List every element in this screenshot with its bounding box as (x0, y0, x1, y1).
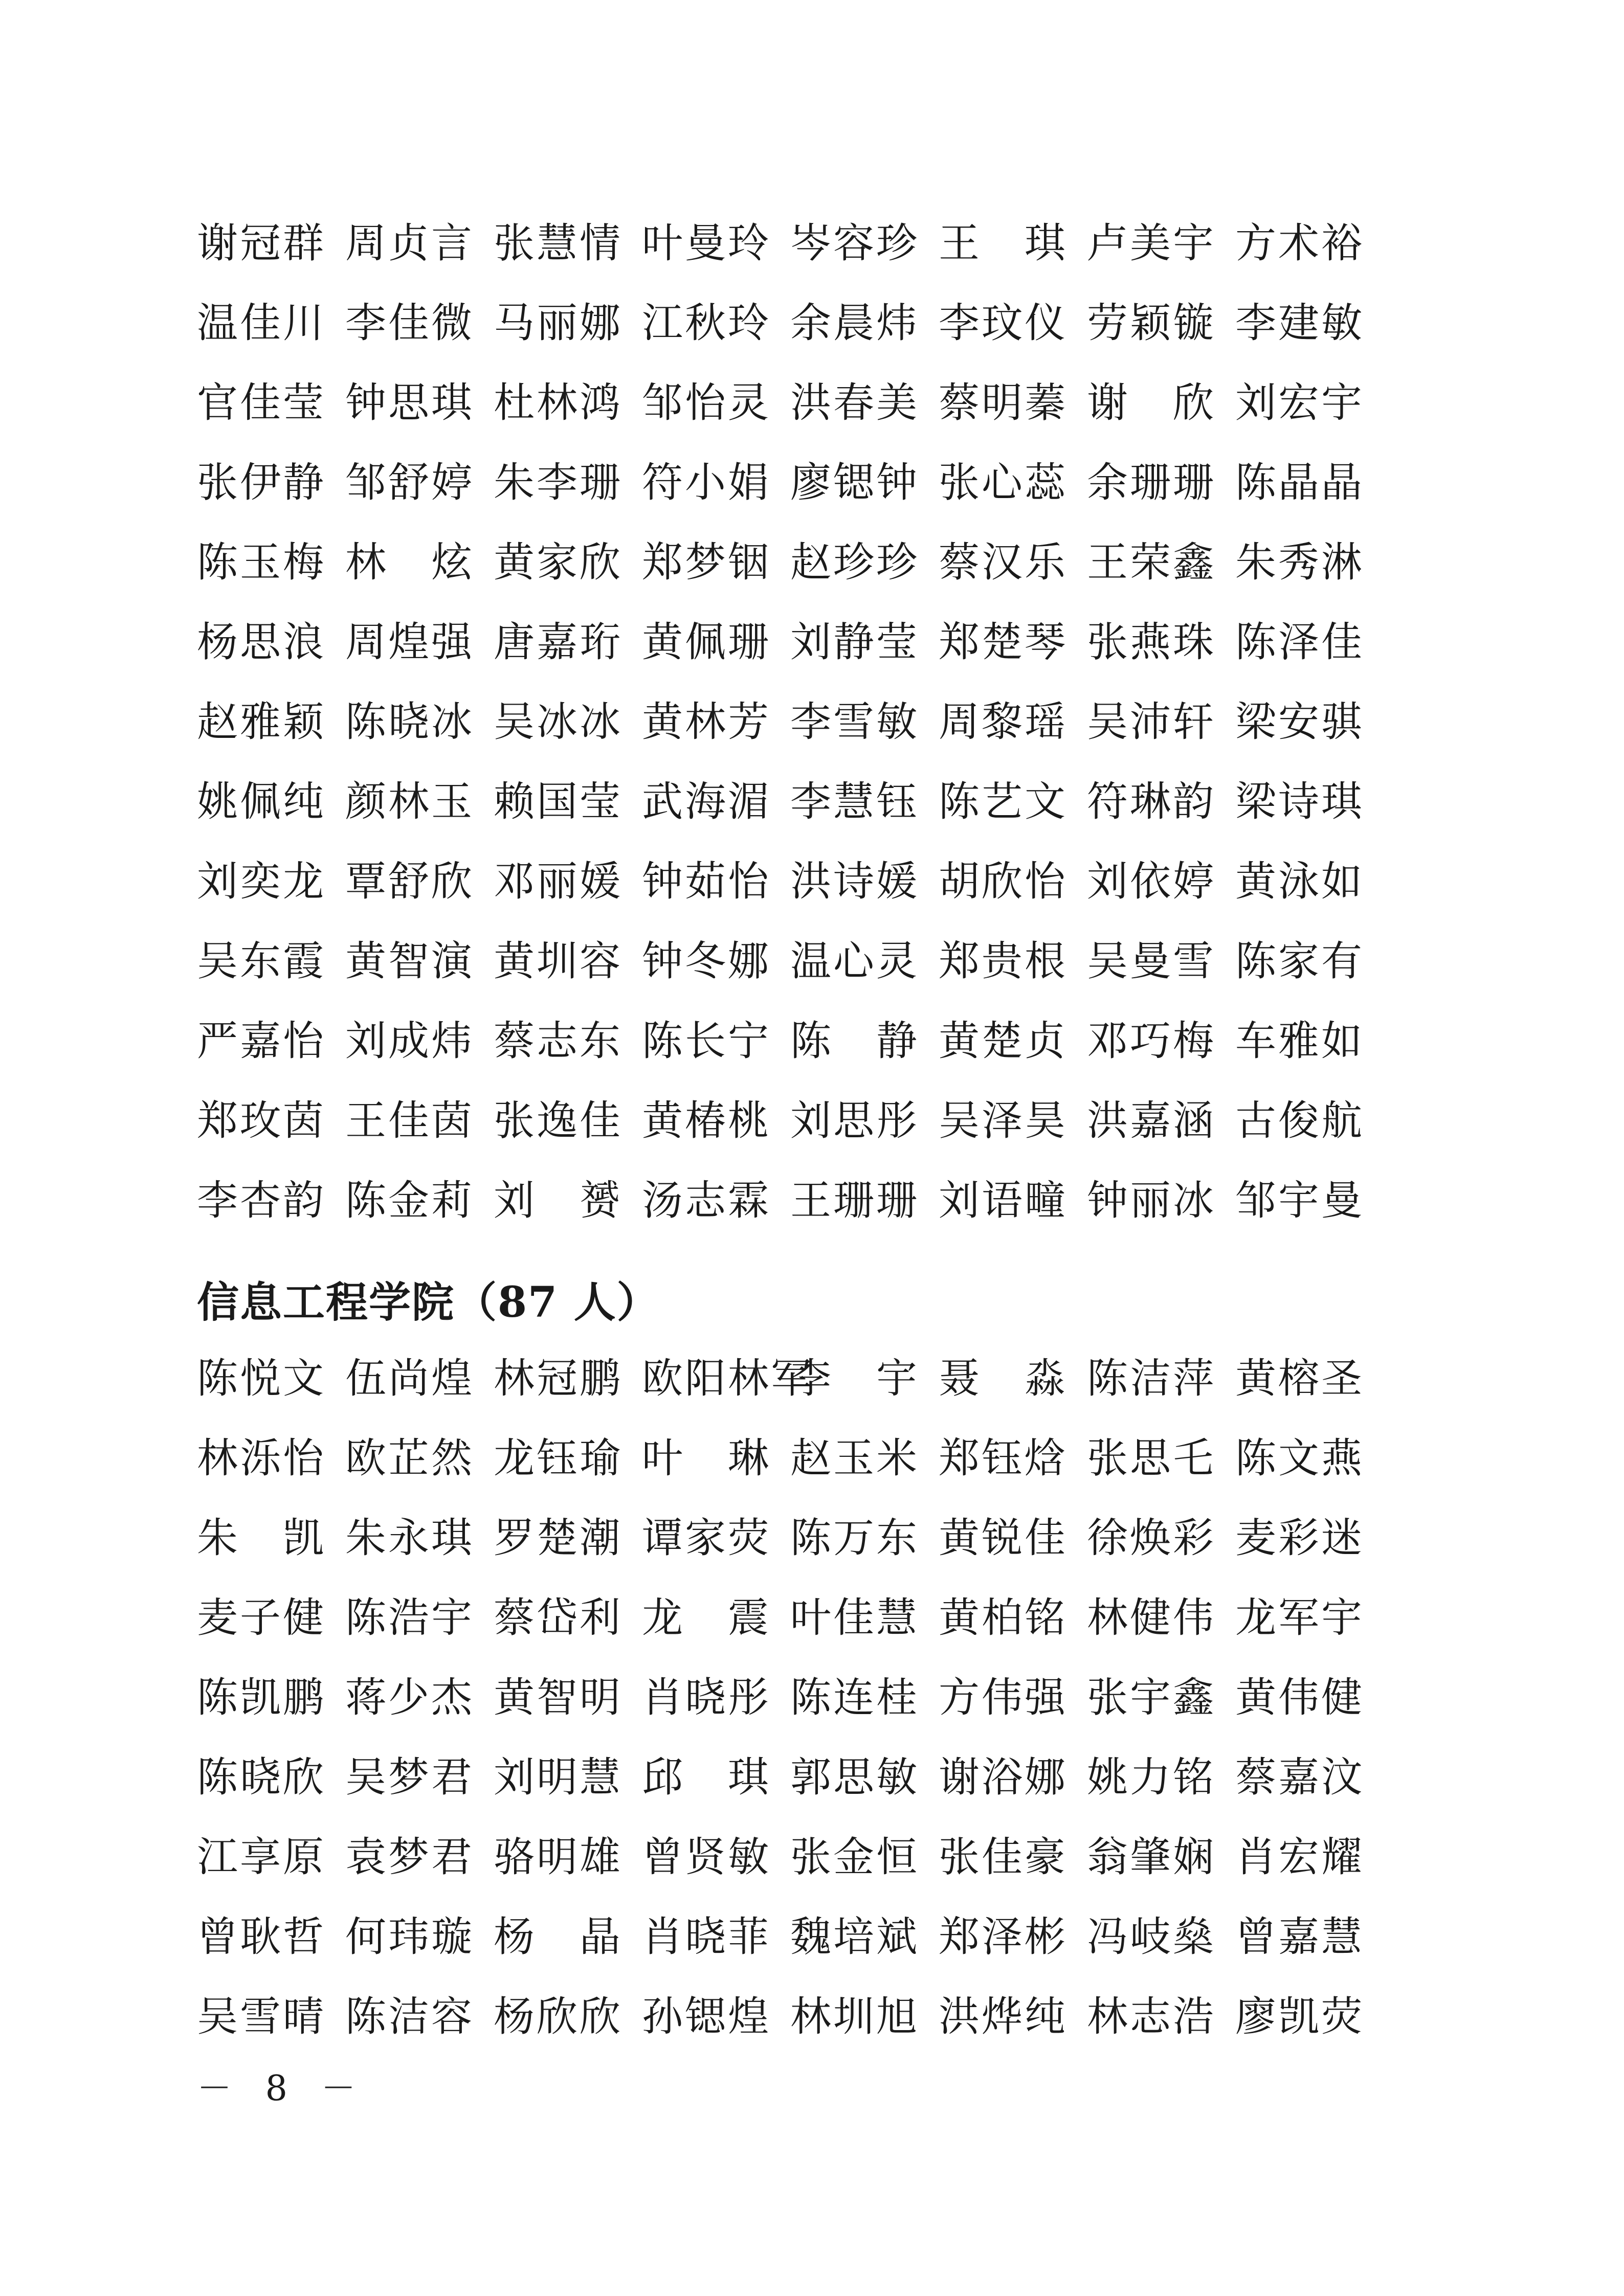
person-name: 骆明雄 (494, 1833, 622, 1881)
section-heading-information-engineering: 信息工程学院（87 人） (197, 1277, 660, 1327)
person-name: 魏培斌 (790, 1913, 919, 1961)
name-row (197, 1897, 1476, 1977)
person-name: 刘依婷 (1087, 858, 1216, 905)
person-name: 谭家荧 (642, 1514, 771, 1562)
person-name: 谢 欣 (1087, 379, 1216, 426)
person-name: 黄家欣 (494, 538, 622, 586)
person-name: 刘奕龙 (197, 858, 326, 905)
person-name: 郑楚琴 (939, 618, 1067, 666)
person-name: 林冠鹏 (494, 1355, 622, 1402)
person-name: 何玮璇 (345, 1913, 474, 1961)
person-name: 龙钰瑜 (494, 1434, 622, 1482)
person-name: 欧阳林军 (642, 1355, 814, 1402)
person-name: 肖晓菲 (642, 1913, 771, 1961)
person-name: 叶曼玲 (642, 219, 771, 267)
person-name: 谢浴娜 (939, 1753, 1067, 1801)
person-name: 张宇鑫 (1087, 1674, 1216, 1721)
person-name: 廖锶钟 (790, 459, 919, 506)
person-name: 李雪敏 (790, 698, 919, 746)
person-name: 黄椿桃 (642, 1097, 771, 1144)
person-name: 郑梦铟 (642, 538, 771, 586)
name-row (197, 283, 1476, 363)
person-name: 陈悦文 (197, 1355, 326, 1402)
name-list-continued (197, 204, 1476, 1241)
name-row (197, 1081, 1476, 1161)
person-name: 蔡岱利 (494, 1594, 622, 1641)
person-name: 邱 琪 (642, 1753, 771, 1801)
person-name: 武海湄 (642, 778, 771, 825)
person-name: 吴沛轩 (1087, 698, 1216, 746)
person-name: 吴曼雪 (1087, 937, 1216, 985)
person-name: 赖国莹 (494, 778, 622, 825)
name-row (197, 1161, 1476, 1241)
person-name: 陈凯鹏 (197, 1674, 326, 1721)
person-name: 李建敏 (1235, 299, 1364, 347)
person-name: 符小娟 (642, 459, 771, 506)
person-name: 姚佩纯 (197, 778, 326, 825)
person-name: 翁肇娴 (1087, 1833, 1216, 1881)
person-name: 李杏韵 (197, 1177, 326, 1224)
person-name: 张思乇 (1087, 1434, 1216, 1482)
person-name: 蔡志东 (494, 1017, 622, 1065)
name-row (197, 1658, 1476, 1738)
name-row (197, 204, 1476, 283)
name-row (197, 363, 1476, 443)
person-name: 龙军宇 (1235, 1594, 1364, 1641)
person-name: 洪嘉涵 (1087, 1097, 1216, 1144)
person-name: 蒋少杰 (345, 1674, 474, 1721)
person-name: 洪烨纯 (939, 1993, 1067, 2040)
person-name: 刘 赟 (494, 1177, 622, 1224)
person-name: 邹舒婷 (345, 459, 474, 506)
person-name: 麦子健 (197, 1594, 326, 1641)
person-name: 梁安骐 (1235, 698, 1364, 746)
person-name: 朱 凯 (197, 1514, 326, 1562)
person-name: 吴雪晴 (197, 1993, 326, 2040)
person-name: 卢美宇 (1087, 219, 1216, 267)
person-name: 杨欣欣 (494, 1993, 622, 2040)
person-name: 肖晓彤 (642, 1674, 771, 1721)
person-name: 朱李珊 (494, 459, 622, 506)
person-name: 陈晶晶 (1235, 459, 1364, 506)
person-name: 陈泽佳 (1235, 618, 1364, 666)
name-row (197, 1498, 1476, 1578)
person-name: 黄锐佳 (939, 1514, 1067, 1562)
person-name: 麦彩迷 (1235, 1514, 1364, 1562)
person-name: 陈 静 (790, 1017, 919, 1065)
person-name: 黄智演 (345, 937, 474, 985)
person-name: 余珊珊 (1087, 459, 1216, 506)
person-name: 陈长宁 (642, 1017, 771, 1065)
person-name: 郑钰焓 (939, 1434, 1067, 1482)
person-name: 官佳莹 (197, 379, 326, 426)
person-name: 颜林玉 (345, 778, 474, 825)
person-name: 袁梦君 (345, 1833, 474, 1881)
person-name: 林 炫 (345, 538, 474, 586)
person-name: 吴东霞 (197, 937, 326, 985)
person-name: 唐嘉珩 (494, 618, 622, 666)
person-name: 张燕珠 (1087, 618, 1216, 666)
person-name: 黄泳如 (1235, 858, 1364, 905)
name-row (197, 1339, 1476, 1419)
person-name: 方伟强 (939, 1674, 1067, 1721)
person-name: 孙锶煌 (642, 1993, 771, 2040)
person-name: 朱秀淋 (1235, 538, 1364, 586)
person-name: 刘静莹 (790, 618, 919, 666)
person-name: 陈玉梅 (197, 538, 326, 586)
person-name: 张伊静 (197, 459, 326, 506)
person-name: 王荣鑫 (1087, 538, 1216, 586)
person-name: 马丽娜 (494, 299, 622, 347)
person-name: 劳颖镟 (1087, 299, 1216, 347)
person-name: 郭思敏 (790, 1753, 919, 1801)
person-name: 赵玉米 (790, 1434, 919, 1482)
person-name: 符琳韵 (1087, 778, 1216, 825)
person-name: 徐焕彩 (1087, 1514, 1216, 1562)
person-name: 李慧钰 (790, 778, 919, 825)
person-name: 岑容珍 (790, 219, 919, 267)
person-name: 张慧情 (494, 219, 622, 267)
person-name: 杨思浪 (197, 618, 326, 666)
person-name: 刘宏宇 (1235, 379, 1364, 426)
name-row (197, 682, 1476, 762)
name-list-information-engineering (197, 1339, 1476, 2057)
person-name: 罗楚潮 (494, 1514, 622, 1562)
person-name: 曾嘉慧 (1235, 1913, 1364, 1961)
person-name: 刘语疃 (939, 1177, 1067, 1224)
person-name: 洪春美 (790, 379, 919, 426)
person-name: 肖宏耀 (1235, 1833, 1364, 1881)
name-row (197, 921, 1476, 1001)
person-name: 邓丽媛 (494, 858, 622, 905)
person-name: 张金恒 (790, 1833, 919, 1881)
person-name: 陈连桂 (790, 1674, 919, 1721)
person-name: 汤志霖 (642, 1177, 771, 1224)
person-name: 黄林芳 (642, 698, 771, 746)
person-name: 钟思琪 (345, 379, 474, 426)
person-name: 黄榕圣 (1235, 1355, 1364, 1402)
person-name: 朱永琪 (345, 1514, 474, 1562)
person-name: 周贞言 (345, 219, 474, 267)
person-name: 陈金莉 (345, 1177, 474, 1224)
person-name: 林泺怡 (197, 1434, 326, 1482)
person-name: 吴梦君 (345, 1753, 474, 1801)
person-name: 钟冬娜 (642, 937, 771, 985)
person-name: 郑泽彬 (939, 1913, 1067, 1961)
person-name: 刘思彤 (790, 1097, 919, 1144)
person-name: 吴泽昊 (939, 1097, 1067, 1144)
person-name: 张佳豪 (939, 1833, 1067, 1881)
person-name: 梁诗琪 (1235, 778, 1364, 825)
name-row (197, 523, 1476, 602)
person-name: 覃舒欣 (345, 858, 474, 905)
person-name: 周煌强 (345, 618, 474, 666)
person-name: 张逸佳 (494, 1097, 622, 1144)
person-name: 赵雅颖 (197, 698, 326, 746)
person-name: 方术裕 (1235, 219, 1364, 267)
name-row (197, 1738, 1476, 1817)
person-name: 温心灵 (790, 937, 919, 985)
person-name: 邹宇曼 (1235, 1177, 1364, 1224)
person-name: 黄佩珊 (642, 618, 771, 666)
person-name: 聂 淼 (939, 1355, 1067, 1402)
person-name: 王 琪 (939, 219, 1067, 267)
person-name: 陈万东 (790, 1514, 919, 1562)
person-name: 陈洁容 (345, 1993, 474, 2040)
name-row (197, 842, 1476, 921)
person-name: 江秋玲 (642, 299, 771, 347)
name-row (197, 1001, 1476, 1081)
person-name: 车雅如 (1235, 1017, 1364, 1065)
person-name: 陈晓冰 (345, 698, 474, 746)
person-name: 黄智明 (494, 1674, 622, 1721)
person-name: 余晨炜 (790, 299, 919, 347)
person-name: 陈艺文 (939, 778, 1067, 825)
person-name: 陈文燕 (1235, 1434, 1364, 1482)
person-name: 陈浩宇 (345, 1594, 474, 1641)
page-number: － 8 － (197, 2068, 367, 2109)
person-name: 蔡汉乐 (939, 538, 1067, 586)
name-row (197, 443, 1476, 523)
person-name: 杜林鸿 (494, 379, 622, 426)
person-name: 伍尚煌 (345, 1355, 474, 1402)
name-row (197, 1578, 1476, 1658)
person-name: 黄楚贞 (939, 1017, 1067, 1065)
person-name: 张心蕊 (939, 459, 1067, 506)
person-name: 赵珍珍 (790, 538, 919, 586)
name-row (197, 1817, 1476, 1897)
name-row (197, 602, 1476, 682)
person-name: 欧芷然 (345, 1434, 474, 1482)
person-name: 曾耿哲 (197, 1913, 326, 1961)
person-name: 谢冠群 (197, 219, 326, 267)
person-name: 吴冰冰 (494, 698, 622, 746)
person-name: 严嘉怡 (197, 1017, 326, 1065)
person-name: 李 宇 (790, 1355, 919, 1402)
person-name: 曾贤敏 (642, 1833, 771, 1881)
name-row (197, 762, 1476, 842)
person-name: 郑玫茵 (197, 1097, 326, 1144)
person-name: 王佳茵 (345, 1097, 474, 1144)
person-name: 古俊航 (1235, 1097, 1364, 1144)
person-name: 刘明慧 (494, 1753, 622, 1801)
person-name: 叶佳慧 (790, 1594, 919, 1641)
person-name: 周黎瑶 (939, 698, 1067, 746)
person-name: 蔡嘉汶 (1235, 1753, 1364, 1801)
person-name: 洪诗媛 (790, 858, 919, 905)
person-name: 叶 琳 (642, 1434, 771, 1482)
person-name: 蔡明蓁 (939, 379, 1067, 426)
person-name: 黄柏铭 (939, 1594, 1067, 1641)
name-row (197, 1419, 1476, 1498)
person-name: 郑贵根 (939, 937, 1067, 985)
person-name: 林健伟 (1087, 1594, 1216, 1641)
person-name: 邓巧梅 (1087, 1017, 1216, 1065)
person-name: 冯岐燊 (1087, 1913, 1216, 1961)
person-name: 陈洁萍 (1087, 1355, 1216, 1402)
person-name: 黄圳容 (494, 937, 622, 985)
person-name: 钟茹怡 (642, 858, 771, 905)
person-name: 林志浩 (1087, 1993, 1216, 2040)
person-name: 杨 晶 (494, 1913, 622, 1961)
person-name: 胡欣怡 (939, 858, 1067, 905)
person-name: 陈晓欣 (197, 1753, 326, 1801)
person-name: 黄伟健 (1235, 1674, 1364, 1721)
person-name: 林圳旭 (790, 1993, 919, 2040)
person-name: 李玟仪 (939, 299, 1067, 347)
person-name: 李佳微 (345, 299, 474, 347)
person-name: 廖凯荧 (1235, 1993, 1364, 2040)
person-name: 钟丽冰 (1087, 1177, 1216, 1224)
person-name: 江享原 (197, 1833, 326, 1881)
person-name: 陈家有 (1235, 937, 1364, 985)
person-name: 王珊珊 (790, 1177, 919, 1224)
name-row (197, 1977, 1476, 2057)
person-name: 温佳川 (197, 299, 326, 347)
person-name: 邹怡灵 (642, 379, 771, 426)
person-name: 刘成炜 (345, 1017, 474, 1065)
person-name: 龙 震 (642, 1594, 771, 1641)
person-name: 姚力铭 (1087, 1753, 1216, 1801)
